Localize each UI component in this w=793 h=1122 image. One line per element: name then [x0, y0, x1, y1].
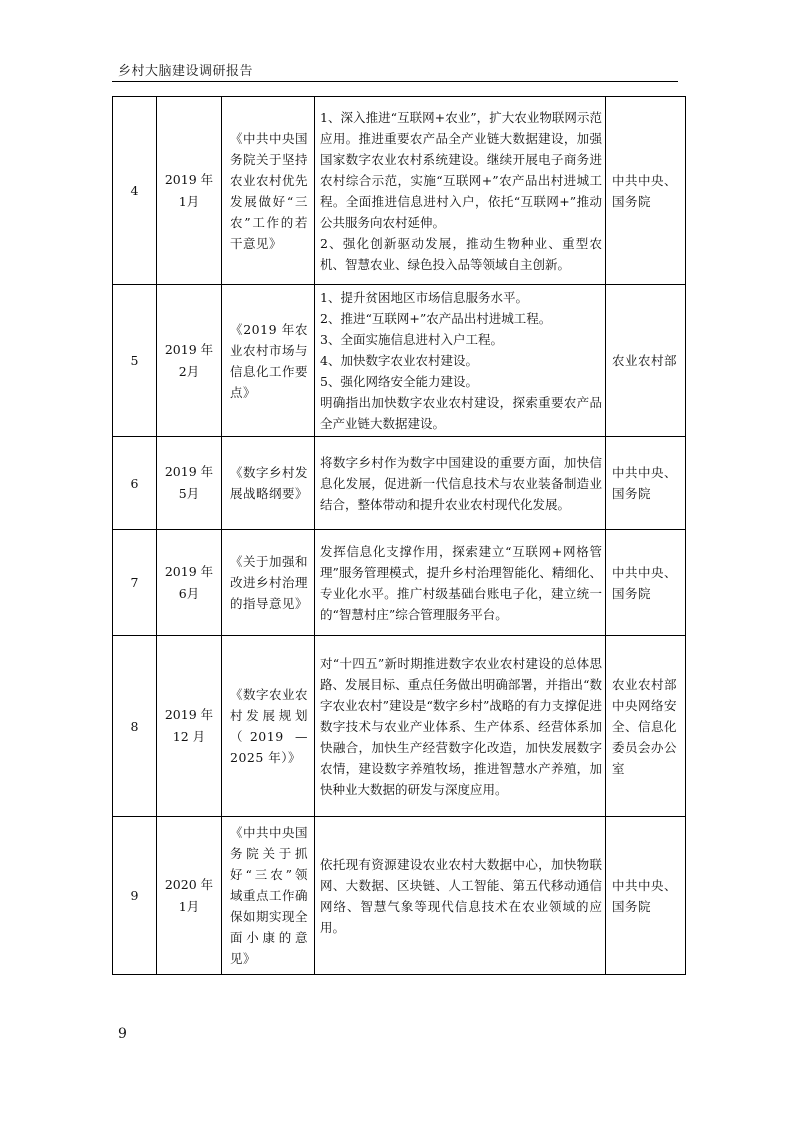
content-paragraph: 1、提升贫困地区市场信息服务水平。	[320, 290, 528, 305]
issuer-text: 中共中央、国务院	[612, 564, 678, 601]
date-year: 2019 年	[164, 341, 214, 357]
document-cell	[222, 285, 315, 437]
content-paragraph: 1、深入推进“互联网+农业”，扩大农业物联网示范应用。推进重要农产品全产业链大数据建设，加强国家数字农业农村系统建设。继续开展电子商务进农村综合示范，实施“互联网+”农产品出村进城工程。全面推进信息进村入户，依托“互联网+”推动公共服务向农村延伸。	[320, 109, 602, 230]
issuer-cell	[606, 530, 686, 636]
issuer-text: 中共中央、国务院	[612, 465, 678, 501]
document-title: 《数字乡村发展战略纲要》	[230, 465, 309, 501]
content-cell	[315, 437, 606, 530]
row-date	[157, 97, 222, 285]
table-row	[113, 530, 686, 636]
document-cell	[222, 530, 315, 636]
row-number: 9	[113, 817, 157, 975]
document-title: 《数字农业农村发展规划（2019 — 2025 年）》	[230, 687, 309, 765]
content-cell	[315, 636, 606, 817]
row-date	[157, 530, 222, 636]
running-header-title: 乡村大脑建设调研报告	[118, 64, 254, 79]
row-number: 4	[113, 97, 157, 285]
date-year: 2019 年	[164, 464, 214, 479]
date-year: 2019 年	[164, 171, 214, 187]
date-year: 2019 年	[164, 563, 214, 579]
document-cell	[222, 817, 315, 975]
table-row	[113, 437, 686, 530]
content-cell	[315, 97, 606, 285]
issuer-text: 农业农村部中央网络安全、信息化委员会办公室	[612, 676, 678, 776]
document-title: 《中共中央国务院关于抓好“三农”领域重点工作确保如期实现全面小康的意见》	[230, 825, 309, 966]
document-cell	[222, 97, 315, 285]
table-row	[113, 817, 686, 975]
content-paragraph: 5、强化网络安全能力建设。	[320, 374, 478, 389]
row-number: 5	[113, 285, 157, 437]
row-number: 7	[113, 530, 157, 636]
content-paragraph: 明确指出加快数字农业农村建设，探索重要农产品全产业链大数据建设。	[320, 395, 602, 431]
content-cell	[315, 530, 606, 636]
issuer-cell	[606, 817, 686, 975]
date-month: 2月	[178, 363, 200, 379]
content-paragraph: 对“十四五”新时期推进数字农业农村建设的总体思路、发展目标、重点任务做出明确部署，并指出“数字农业农村”建设是“数字乡村”战略的有力支撑促进数字技术与农业产业体系、生产体系、经营体系加快融合，加快生产经营数字化改造，加快发展数字农情，建设数字养殖牧场，推进智慧水产养殖，加快种业大数据的研发与深度应用。	[320, 655, 602, 797]
policy-table	[112, 96, 686, 975]
content-cell	[315, 817, 606, 975]
document-title: 《中共中央国务院关于坚持农业农村优先发展做好“三农”工作的若干意见》	[230, 130, 309, 251]
document-cell	[222, 636, 315, 817]
content-paragraph: 2、强化创新驱动发展，推动生物种业、重型农机、智慧农业、绿色投入品等领域自主创新。	[320, 235, 602, 272]
date-year: 2020 年	[164, 876, 214, 892]
row-date	[157, 817, 222, 975]
date-month: 1月	[178, 193, 200, 209]
row-date	[157, 285, 222, 437]
row-date	[157, 437, 222, 530]
row-number: 6	[113, 437, 157, 530]
page-number: 9	[118, 1026, 127, 1042]
content-paragraph: 2、推进“互联网+”农产品出村进城工程。	[320, 311, 552, 326]
issuer-cell	[606, 285, 686, 437]
date-month: 6月	[178, 585, 200, 601]
content-paragraph: 将数字乡村作为数字中国建设的重要方面，加快信息化发展，促进新一代信息技术与农业装备制造业结合，整体带动和提升农业农村现代化发展。	[320, 454, 602, 512]
content-paragraph: 4、加快数字农业农村建设。	[320, 353, 478, 368]
issuer-text: 中共中央、国务院	[612, 877, 678, 914]
header-divider	[112, 81, 678, 82]
row-date	[157, 636, 222, 817]
content-paragraph: 3、全面实施信息进村入户工程。	[320, 332, 503, 347]
table-row	[113, 285, 686, 437]
issuer-cell	[606, 97, 686, 285]
content-paragraph: 发挥信息化支撑作用，探索建立“互联网+网格管理”服务管理模式，提升乡村治理智能化、精细化、专业化水平。推广村级基础台账电子化，建立统一的“智慧村庄”综合管理服务平台。	[320, 543, 602, 622]
table-row	[113, 636, 686, 817]
content-cell	[315, 285, 606, 437]
document-title: 《关于加强和改进乡村治理的指导意见》	[230, 554, 309, 611]
date-year: 2019 年	[164, 707, 214, 722]
date-month: 1月	[178, 898, 200, 914]
issuer-cell	[606, 636, 686, 817]
date-month: 5月	[178, 486, 200, 501]
document-cell	[222, 437, 315, 530]
issuer-cell	[606, 437, 686, 530]
date-month: 12 月	[172, 729, 206, 744]
row-number: 8	[113, 636, 157, 817]
table-row	[113, 97, 686, 285]
issuer-text: 农业农村部	[612, 353, 678, 368]
document-title: 《2019 年农业农村市场与信息化工作要点》	[230, 321, 309, 400]
content-paragraph: 依托现有资源建设农业农村大数据中心，加快物联网、大数据、区块链、人工智能、第五代移动通信网络、智慧气象等现代信息技术在农业领域的应用。	[320, 856, 602, 935]
issuer-text: 中共中央、国务院	[612, 172, 678, 209]
